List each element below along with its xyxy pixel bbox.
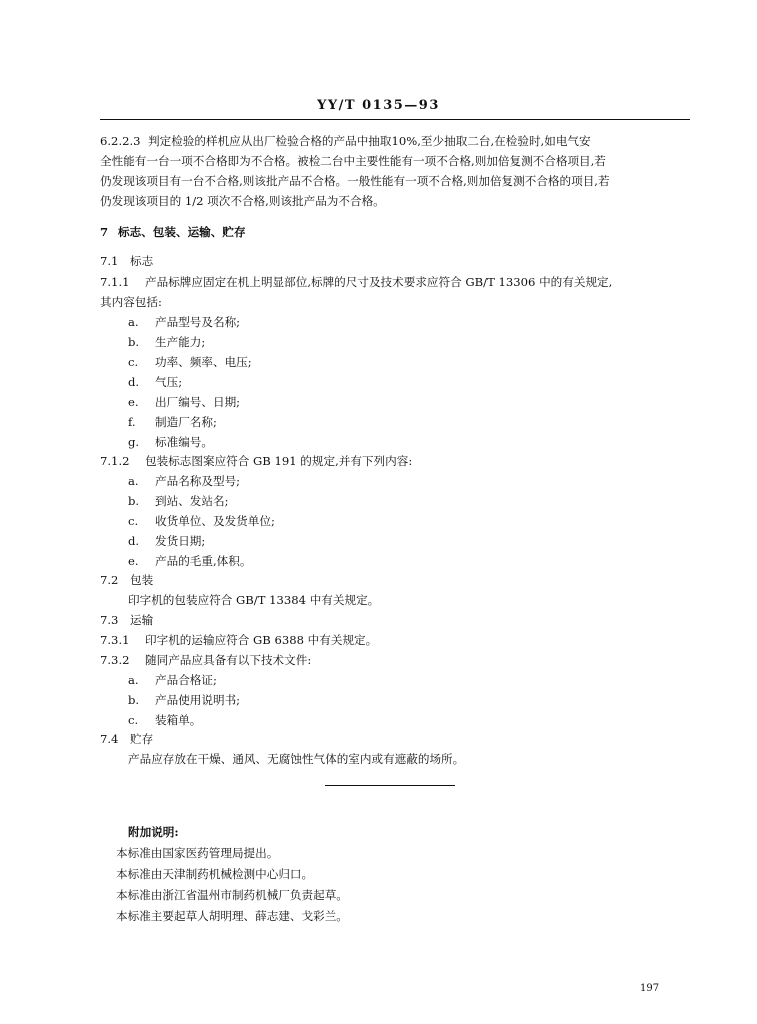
clause-number: 7.3.2 [100, 653, 130, 667]
list-item: c. 功率、频率、电压; [128, 355, 252, 369]
section-7-2-heading [100, 572, 153, 588]
list-item: b. 到站、发站名; [128, 494, 229, 508]
section-title: 标志、包装、运输、贮存 [118, 225, 246, 239]
list-item: a. 产品合格证; [128, 673, 217, 687]
list-item: c. 装箱单。 [128, 713, 202, 727]
appendix-line: 本标准由天津制药机械检测中心归口。 [116, 867, 314, 881]
list-item: e. 出厂编号、日期; [128, 395, 241, 409]
appendix-line: 本标准由浙江省温州市制药机械厂负责起草。 [116, 888, 348, 902]
clause-7-1-2 [100, 453, 412, 469]
section-7-2-text: 印字机的包装应符合 GB/T 13384 中有关规定。 [128, 593, 380, 607]
list-item: g. 标准编号。 [128, 435, 213, 449]
clause-6-2-2-3-line-3: 仍发现该项目有一台不合格,则该批产品不合格。一般性能有一项不合格,则加倍复测不合格的项目,若 [100, 174, 610, 188]
clause-7-1-1-continuation: 其内容包括: [100, 295, 162, 309]
section-title: 运输 [130, 613, 154, 627]
clause-text: 随同产品应具备有以下技术文件: [145, 653, 312, 667]
list-item: a. 产品型号及名称; [128, 315, 241, 329]
section-number: 7.2 [100, 573, 119, 587]
clause-7-3-2 [100, 652, 311, 668]
list-item: d. 发货日期; [128, 534, 206, 548]
clause-text: 包装标志图案应符合 GB 191 的规定,并有下列内容: [145, 454, 413, 468]
section-7-heading [100, 224, 246, 240]
list-item: f. 制造厂名称; [128, 415, 217, 429]
section-title: 标志 [130, 254, 154, 268]
section-number: 7.4 [100, 732, 119, 746]
section-7-1-heading [100, 253, 153, 269]
list-item: d. 气压; [128, 375, 183, 389]
clause-6-2-2-3-line-4: 仍发现该项目的 1/2 项次不合格,则该批产品为不合格。 [100, 194, 385, 208]
section-7-4-text: 产品应存放在干燥、通风、无腐蚀性气体的室内或有遮蔽的场所。 [128, 752, 465, 766]
clause-text: 判定检验的样机应从出厂检验合格的产品中抽取10%,至少抽取二台,在检验时,如电气安 [148, 134, 591, 148]
section-title: 包装 [130, 573, 154, 587]
clause-text: 印字机的运输应符合 GB 6388 中有关规定。 [145, 633, 378, 647]
list-item: b. 生产能力; [128, 335, 206, 349]
section-divider [325, 785, 455, 786]
clause-number: 6.2.2.3 [100, 134, 141, 148]
section-7-4-heading [100, 731, 153, 747]
section-number: 7.3 [100, 613, 119, 627]
section-number: 7.1 [100, 254, 119, 268]
clause-number: 7.1.2 [100, 454, 130, 468]
section-title: 贮存 [130, 732, 154, 746]
clause-7-3-1 [100, 632, 377, 648]
header-rule [100, 119, 690, 120]
appendix-title: 附加说明: [128, 825, 179, 839]
section-7-3-heading [100, 612, 153, 628]
appendix-line: 本标准主要起草人胡明理、薛志建、戈彩兰。 [116, 909, 348, 923]
section-number: 7 [100, 225, 109, 239]
list-item: c. 收货单位、及发货单位; [128, 514, 275, 528]
clause-6-2-2-3-line-1 [100, 133, 690, 149]
list-item: e. 产品的毛重,体积。 [128, 554, 252, 568]
list-item: b. 产品使用说明书; [128, 693, 241, 707]
list-item: a. 产品名称及型号; [128, 474, 241, 488]
appendix-line: 本标准由国家医药管理局提出。 [116, 846, 279, 860]
clause-number: 7.1.1 [100, 275, 130, 289]
clause-7-1-1 [100, 274, 612, 290]
clause-6-2-2-3-line-2: 全性能有一台一项不合格即为不合格。被检二台中主要性能有一项不合格,则加倍复测不合格项目,若 [100, 154, 606, 168]
standard-header: YY/T 0135—93 [317, 98, 440, 113]
page-number: 197 [640, 983, 660, 994]
clause-text: 产品标牌应固定在机上明显部位,标牌的尺寸及技术要求应符合 GB/T 13306 中的有关规定, [145, 275, 613, 289]
clause-number: 7.3.1 [100, 633, 130, 647]
